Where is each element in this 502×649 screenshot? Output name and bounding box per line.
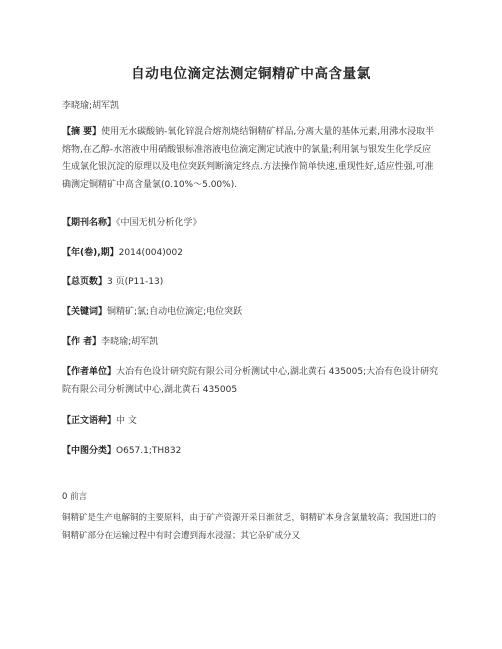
author-field-label: 【作 者】	[62, 337, 102, 347]
journal-label: 【期刊名称】	[62, 218, 117, 228]
classification-value: O657.1;TH832	[116, 446, 182, 456]
abstract-field	[62, 124, 440, 194]
journal-field	[62, 215, 440, 233]
intro-paragraph: 铜精矿是生产电解铜的主要原料，由于矿产资源开采日渐贫乏，铜精矿本身含氯量较高；我国进口的铜精矿部分在运输过程中有时会遭到海水浸湿；其它杂矿成分又	[62, 513, 437, 541]
affiliation-field	[62, 364, 440, 399]
year-issue-label: 【年(卷),期】	[62, 248, 119, 258]
pages-label: 【总页数】	[62, 277, 108, 287]
classification-field	[62, 443, 440, 461]
abstract-label: 【摘 要】	[62, 127, 102, 137]
year-issue-value: 2014(004)002	[118, 248, 183, 258]
year-issue-field	[62, 245, 440, 263]
language-label: 【正文语种】	[62, 416, 117, 426]
keywords-label: 【关键词】	[62, 307, 108, 317]
section-heading: 0 前言	[62, 492, 88, 502]
abstract-text: 使用无水碳酸钠-氧化锌混合熔剂烧结铜精矿样品,分离大量的基体元素,用沸水浸取半熔物,在乙醇-水溶液中用硝酸银标准溶液电位滴定测定试液中的氯量;利用氯与银发生化学反应生成氯化银沉淀的原理以及电位突跃判断滴定终点.方法操作简单快速,重现性好,适应性强,可准确测定铜精矿中高含量氯(0.10%～5.00%).	[62, 127, 435, 190]
pages-field	[62, 274, 440, 292]
keywords-value: 铜精矿;氯;自动电位滴定;电位突跃	[107, 307, 243, 317]
author-field-value: 李晓瑜;胡军凯	[101, 337, 159, 347]
language-value: 中 文	[116, 416, 137, 426]
affiliation-label: 【作者单位】	[62, 367, 117, 377]
keywords-field	[62, 304, 440, 322]
pages-value: 3 页(P11-13)	[107, 277, 164, 287]
author-line: 李晓瑜;胡军凯	[62, 101, 120, 111]
classification-label: 【中图分类】	[62, 446, 117, 456]
affiliation-value: 大冶有色设计研究院有限公司分析测试中心,湖北黄石 435005;大冶有色设计研究院有限公司分析测试中心,湖北黄石 435005	[62, 367, 439, 395]
journal-value: 《中国无机分析化学》	[116, 218, 202, 228]
article-title: 自动电位滴定法测定铜精矿中高含量氯	[131, 66, 371, 82]
author-field	[62, 334, 440, 352]
language-field	[62, 413, 440, 431]
